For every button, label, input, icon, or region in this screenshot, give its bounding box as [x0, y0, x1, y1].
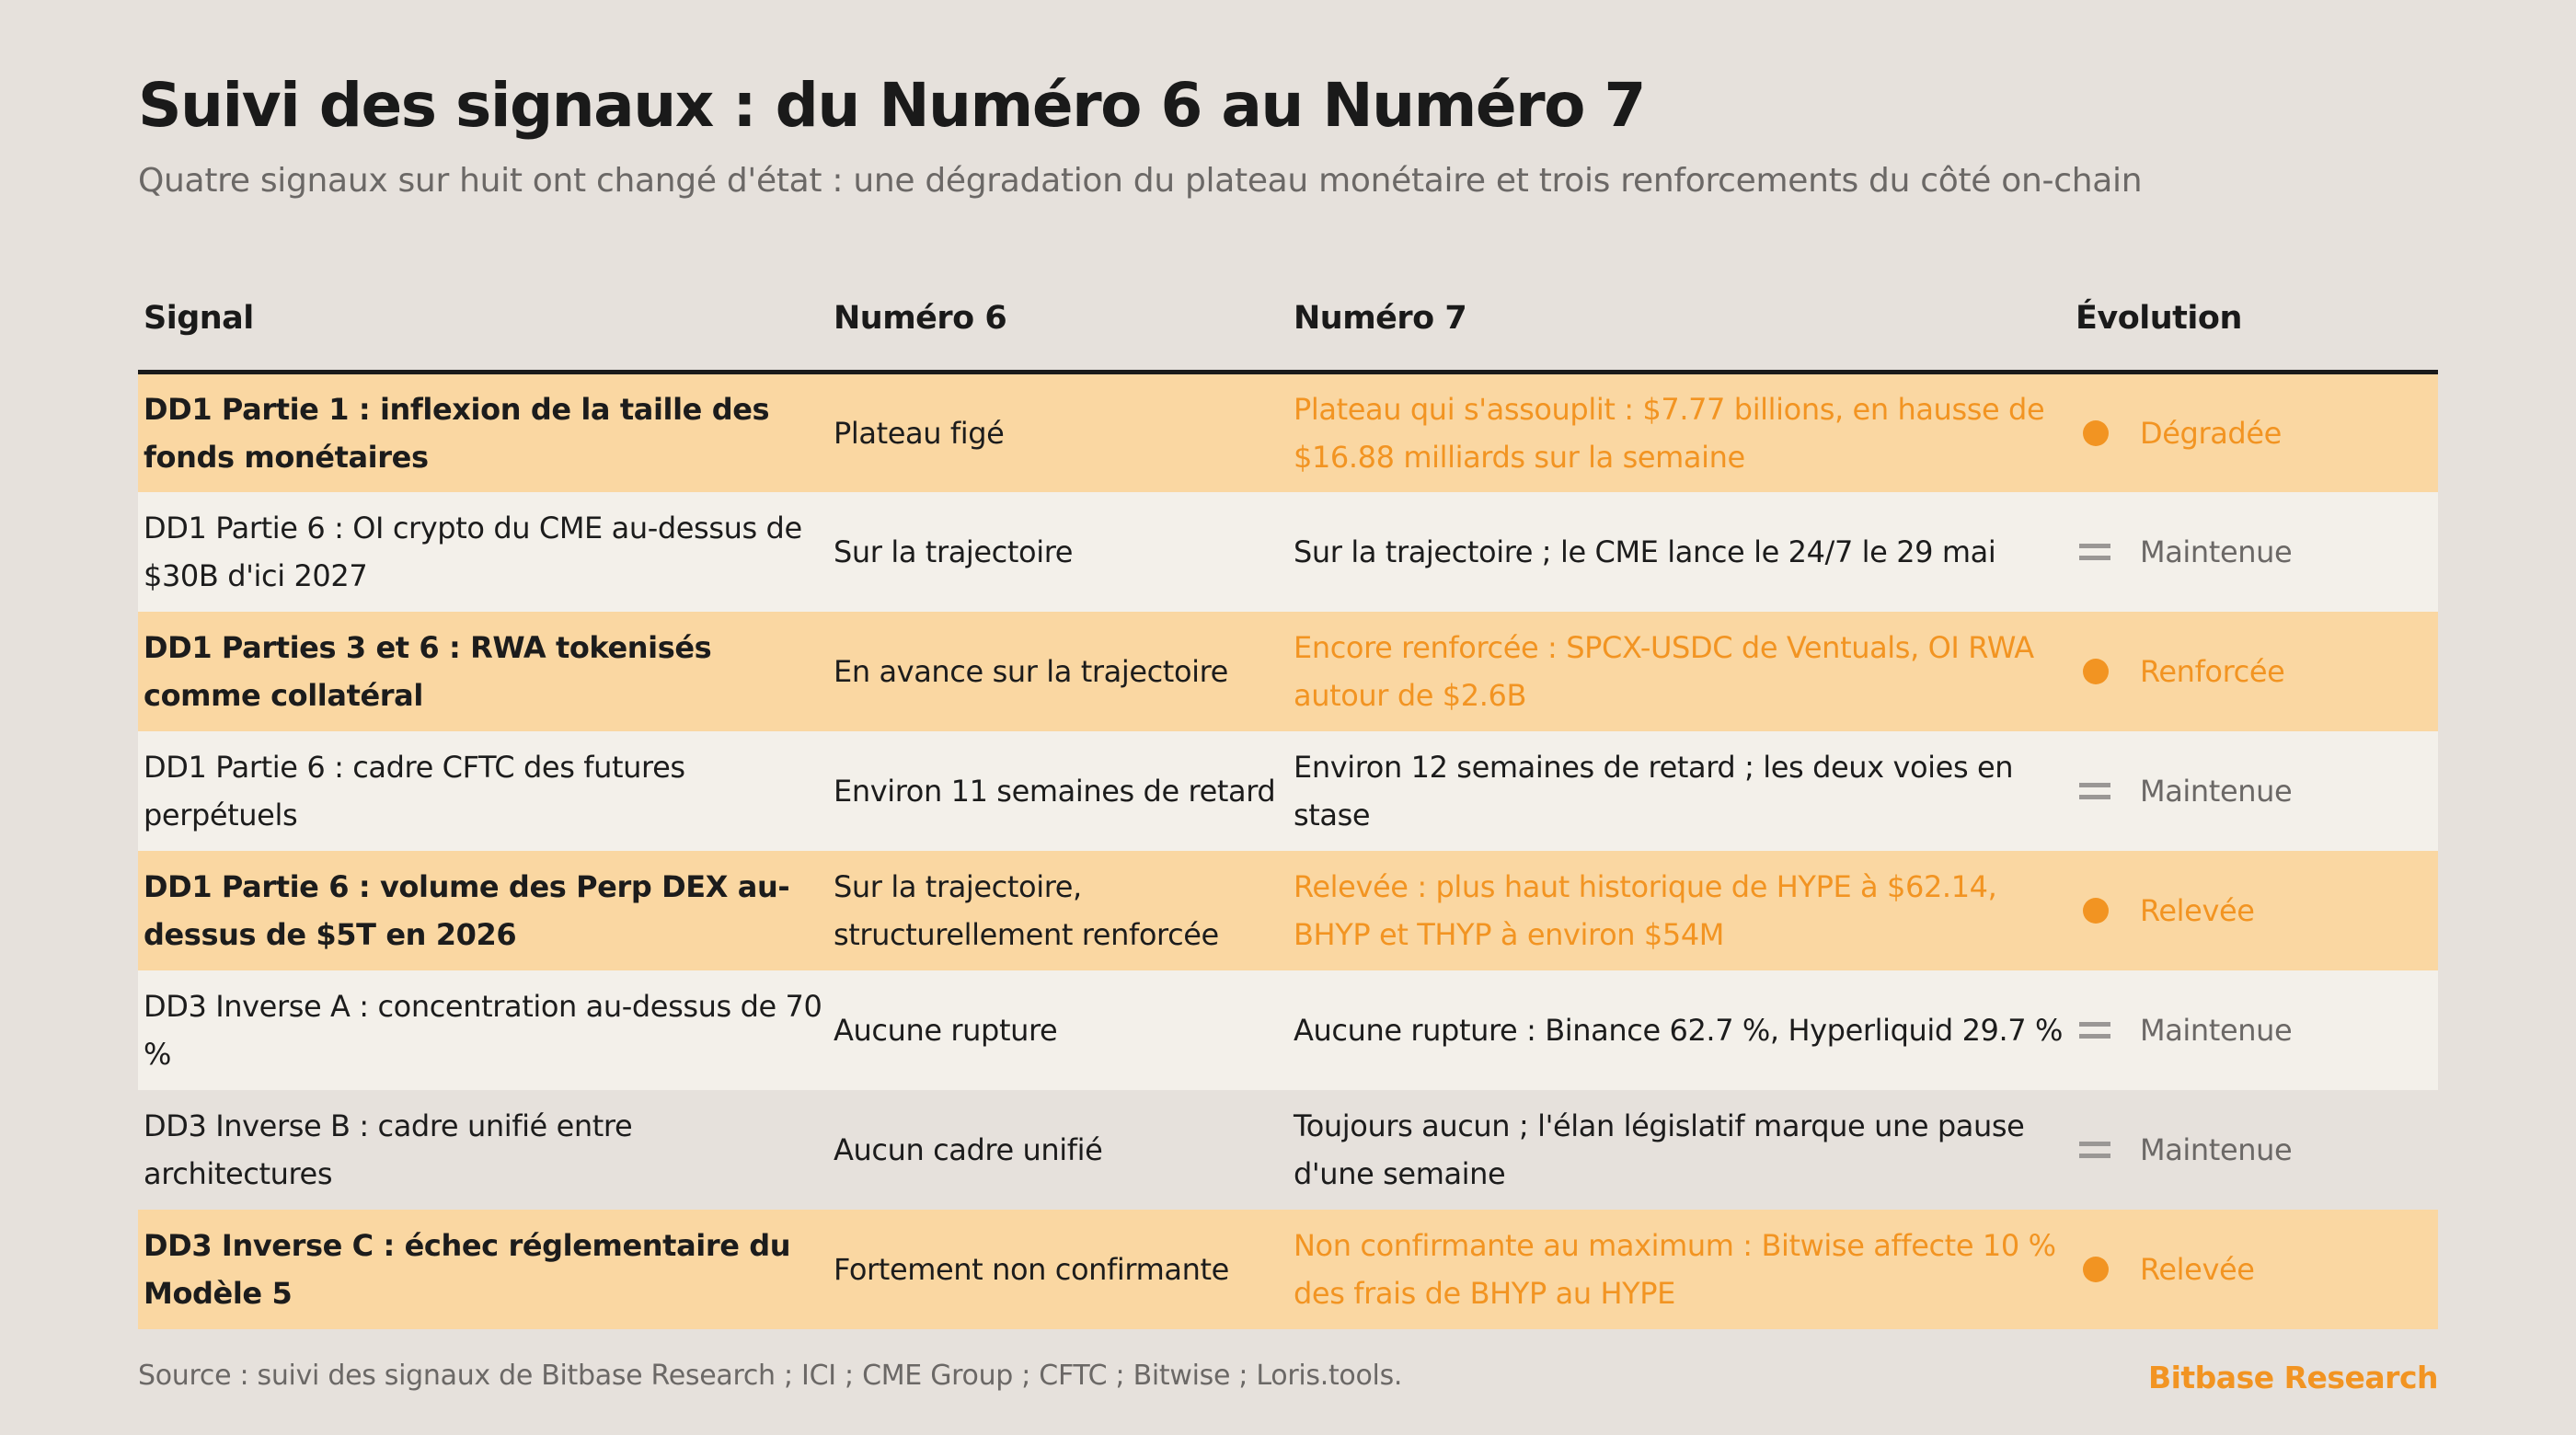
column-header-evolution: Évolution [2070, 267, 2438, 373]
numero-7-cell: Relevée : plus haut historique de HYPE à $62.14, BHYP et THYP à environ $54M [1288, 851, 2070, 970]
table-row [138, 1090, 2438, 1210]
evolution-label: Maintenue [2140, 534, 2293, 569]
evolution-label: Maintenue [2140, 1012, 2293, 1048]
signal-cell: DD1 Partie 6 : volume des Perp DEX au-dessus de $5T en 2026 [138, 851, 828, 970]
numero-7-cell: Encore renforcée : SPCX-USDC de Ventuals, OI RWA autour de $2.6B [1288, 612, 2070, 731]
signal-cell: DD1 Parties 3 et 6 : RWA tokenisés comme collatéral [138, 612, 828, 731]
numero-6-cell: Aucun cadre unifié [828, 1090, 1288, 1210]
evolution-label: Relevée [2140, 1251, 2255, 1287]
equals-icon [2079, 783, 2110, 799]
table-body [138, 373, 2438, 1329]
evolution-cell [2070, 1090, 2438, 1210]
equals-icon [2079, 1142, 2110, 1158]
evolution-label: Maintenue [2140, 1131, 2293, 1167]
equals-icon [2079, 1022, 2110, 1039]
numero-7-cell: Sur la trajectoire ; le CME lance le 24/7 le 29 mai [1288, 492, 2070, 612]
signal-cell: DD1 Partie 1 : inflexion de la taille des fonds monétaires [138, 373, 828, 492]
numero-6-cell: Plateau figé [828, 373, 1288, 492]
evolution-label: Maintenue [2140, 773, 2293, 809]
page-title: Suivi des signaux : du Numéro 6 au Numéro 7 [138, 70, 1645, 141]
dot-icon [2083, 1257, 2109, 1282]
numero-7-cell: Environ 12 semaines de retard ; les deux voies en stase [1288, 731, 2070, 851]
page-footer [138, 1352, 2438, 1407]
table-row [138, 1210, 2438, 1329]
numero-6-cell: Sur la trajectoire, structurellement renforcée [828, 851, 1288, 970]
numero-6-cell: En avance sur la trajectoire [828, 612, 1288, 731]
page-subtitle: Quatre signaux sur huit ont changé d'état : une dégradation du plateau monétaire et trois renforcements du côté on-chain [138, 162, 2143, 200]
column-header-numero-6: Numéro 6 [828, 267, 1288, 373]
brand-logo-text: Bitbase Research [2147, 1360, 2438, 1395]
equals-icon [2079, 544, 2110, 560]
numero-6-cell: Sur la trajectoire [828, 492, 1288, 612]
numero-6-cell: Aucune rupture [828, 970, 1288, 1090]
dot-icon [2083, 898, 2109, 924]
numero-7-cell: Toujours aucun ; l'élan législatif marque une pause d'une semaine [1288, 1090, 2070, 1210]
evolution-cell [2070, 612, 2438, 731]
evolution-cell [2070, 373, 2438, 492]
evolution-cell [2070, 492, 2438, 612]
dot-icon [2083, 659, 2109, 684]
signal-cell: DD3 Inverse A : concentration au-dessus de 70 % [138, 970, 828, 1090]
signals-table [138, 267, 2438, 1329]
column-header-numero-7: Numéro 7 [1288, 267, 2070, 373]
table-row [138, 612, 2438, 731]
report-page [138, 64, 2438, 1311]
evolution-cell [2070, 1210, 2438, 1329]
table-header-row [138, 267, 2438, 373]
evolution-cell [2070, 851, 2438, 970]
numero-6-cell: Environ 11 semaines de retard [828, 731, 1288, 851]
numero-7-cell: Plateau qui s'assouplit : $7.77 billions, en hausse de $16.88 milliards sur la semaine [1288, 373, 2070, 492]
evolution-cell [2070, 731, 2438, 851]
signal-cell: DD1 Partie 6 : OI crypto du CME au-dessus de $30B d'ici 2027 [138, 492, 828, 612]
table-row [138, 373, 2438, 492]
table-row [138, 492, 2438, 612]
table-row [138, 731, 2438, 851]
signal-cell: DD3 Inverse B : cadre unifié entre architectures [138, 1090, 828, 1210]
numero-6-cell: Fortement non confirmante [828, 1210, 1288, 1329]
table-row [138, 851, 2438, 970]
evolution-cell [2070, 970, 2438, 1090]
signal-cell: DD3 Inverse C : échec réglementaire du Modèle 5 [138, 1210, 828, 1329]
signal-cell: DD1 Partie 6 : cadre CFTC des futures perpétuels [138, 731, 828, 851]
dot-icon [2083, 420, 2109, 446]
numero-7-cell: Non confirmante au maximum : Bitwise affecte 10 % des frais de BHYP au HYPE [1288, 1210, 2070, 1329]
source-note: Source : suivi des signaux de Bitbase Research ; ICI ; CME Group ; CFTC ; Bitwise ; Loris.tools. [138, 1360, 1403, 1392]
evolution-label: Relevée [2140, 892, 2255, 928]
evolution-label: Dégradée [2140, 415, 2282, 451]
evolution-label: Renforcée [2140, 653, 2285, 689]
table-row [138, 970, 2438, 1090]
numero-7-cell: Aucune rupture : Binance 62.7 %, Hyperliquid 29.7 % [1288, 970, 2070, 1090]
column-header-signal: Signal [138, 267, 828, 373]
